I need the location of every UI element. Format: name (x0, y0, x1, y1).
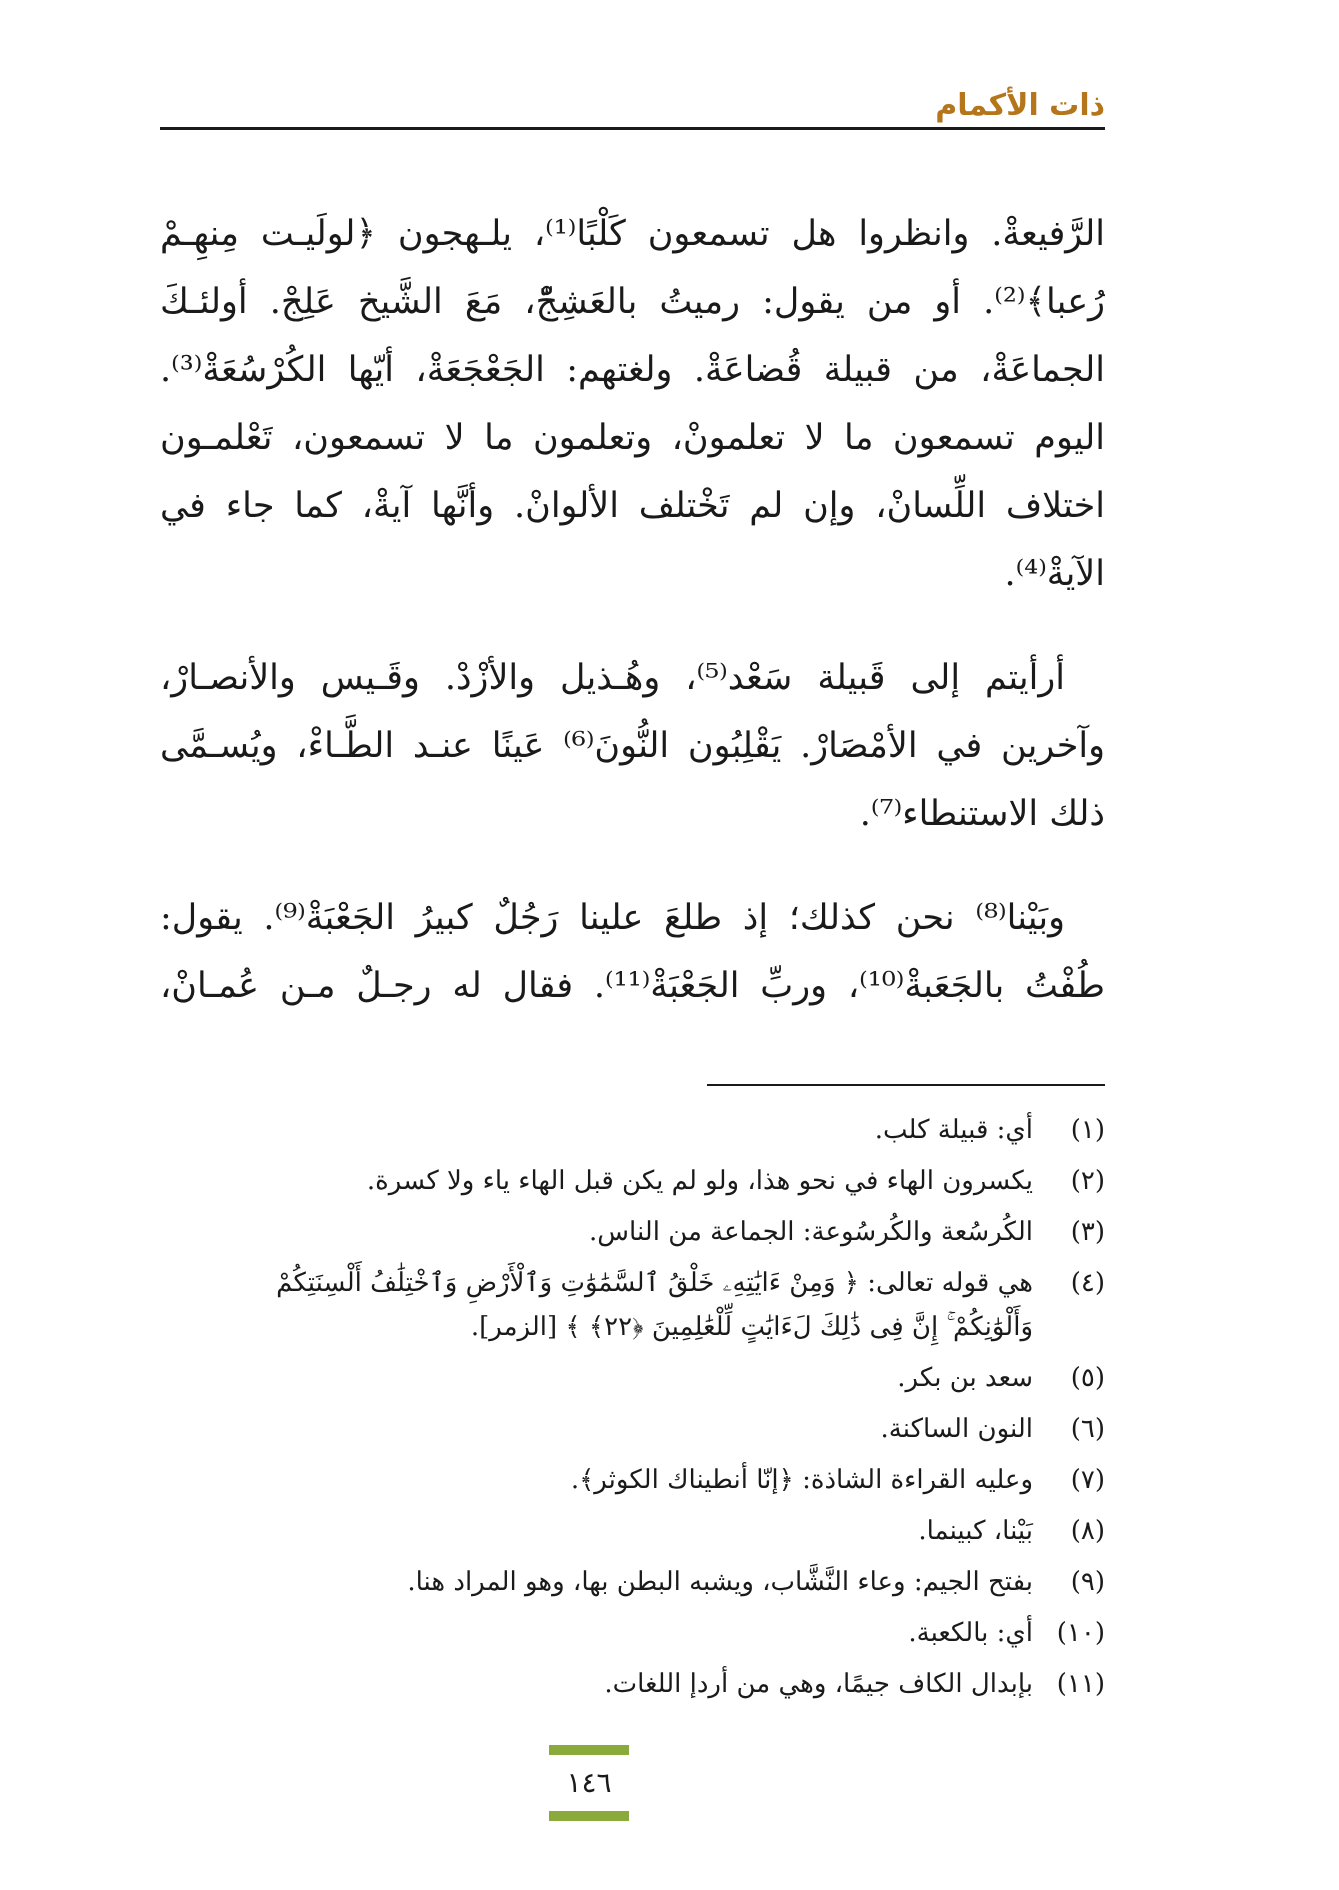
footnote-line: بإبدال الكاف جيمًا، وهي من أردإ اللغات. (604, 1669, 1033, 1699)
footnote-text (160, 1458, 1033, 1502)
paragraph-line: طُفْتُ بالجَعَبةْ⁽¹⁰⁾، وربِّ الجَعْبَةْ⁽¹¹⁾. فقال له رجـلٌ مـن عُمـانْ، (160, 966, 1105, 1006)
footnote-line: وعليه القراءة الشاذة: ﴿إنّا أنطيناك الكوثر﴾. (570, 1465, 1033, 1495)
paragraph-line: الرَّفيعةْ. وانظروا هل تسمعون كَلْبًا⁽¹⁾، يلـهجون ﴿لولَيـت مِنهِـمْ (160, 214, 1105, 254)
footnote-number: (٤) (1070, 1268, 1105, 1298)
footnote-text (160, 1108, 1033, 1152)
page-folio (549, 1745, 629, 1821)
footnote-text (160, 1662, 1033, 1706)
footnote-line: يكسرون الهاء في نحو هذا، ولو لم يكن قبل الهاء ياء ولا كسرة. (366, 1166, 1033, 1196)
footnote-item (160, 1509, 1105, 1553)
footnote-number: (٩) (1070, 1567, 1105, 1597)
page-number: ١٤٦ (566, 1766, 612, 1799)
paragraph-line: اليوم تسمعون ما لا تعلمونْ، وتعلمون ما لا تسمعون، تَعْلمـون (160, 418, 1105, 458)
book-page (160, 0, 1105, 1890)
footnote-text (160, 1611, 1033, 1655)
footnote-text (160, 1560, 1033, 1604)
footnote-separator (707, 1084, 1105, 1086)
footnote-item (160, 1210, 1105, 1254)
footnote-text (160, 1356, 1033, 1400)
footnote-line: أي: بالكعبة. (908, 1618, 1033, 1648)
running-header-title: ذات الأكمام (935, 88, 1105, 123)
footnote-line: الكُرسُعة والكُرسُوعة: الجماعة من الناس. (589, 1217, 1033, 1247)
footnote-text (160, 1509, 1033, 1553)
paragraph-line: اختلاف اللِّسانْ، وإن لم تَخْتلف الألوانْ. وأنَّها آيةْ، كما جاء في (160, 486, 1105, 526)
footnote-text (160, 1261, 1033, 1349)
footnote-item (160, 1560, 1105, 1604)
folio-bar-bottom (549, 1811, 629, 1821)
footnote-item (160, 1662, 1105, 1706)
paragraph-line: أرأيتم إلى قَبيلة سَعْد⁽⁵⁾، وهُـذيل والأزْدْ. وقَـيس والأنصـارْ، (160, 658, 1065, 698)
footnotes-list (160, 1108, 1105, 1713)
footnote-text (160, 1210, 1033, 1254)
paragraph-line: رُعبا﴾⁽²⁾. أو من يقول: رميتُ بالعَشِجّْ، مَعَ الشَّيخ عَلِجْ. أولئـكَ (160, 282, 1105, 322)
header-rule (160, 127, 1105, 130)
footnote-item (160, 1458, 1105, 1502)
footnote-line: هي قوله تعالى: ﴿ وَمِنْ ءَايَٰتِهِۦ خَلْقُ ٱلسَّمَٰوَٰتِ وَٱلْأَرْضِ وَٱخْتِلَٰفُ أَلْسِنَتِكُمْ (276, 1268, 1033, 1298)
footnote-number: (٢) (1070, 1166, 1105, 1196)
footnote-number: (٨) (1070, 1516, 1105, 1546)
paragraph-1 (160, 200, 1105, 608)
footnote-number: (٣) (1070, 1217, 1105, 1247)
footnote-number: (١٠) (1056, 1618, 1105, 1648)
footnote-number: (١) (1070, 1115, 1105, 1145)
footnote-number: (١١) (1056, 1669, 1105, 1699)
paragraph-2 (160, 644, 1105, 848)
paragraph-line: وبَيْنا⁽⁸⁾ نحن كذلك؛ إذ طلعَ علينا رَجُلٌ كبيرُ الجَعْبَةْ⁽⁹⁾. يقول: (160, 898, 1065, 938)
footnote-item (160, 1356, 1105, 1400)
footnote-line: وَأَلْوَٰنِكُمْ ۚ إِنَّ فِى ذَٰلِكَ لَءَايَٰتٍ لِّلْعَٰلِمِينَ ﴿٢٢﴾ ﴾ [الزمر]. (470, 1312, 1033, 1342)
footnote-item (160, 1159, 1105, 1203)
paragraph-3 (160, 884, 1105, 1020)
paragraph-line: وآخرين في الأمْصَارْ. يَقْلِبُون النُّونَ⁽⁶⁾ عَينًا عنـد الطَّـاءْ، ويُسـمَّى (160, 726, 1105, 766)
footnote-item (160, 1261, 1105, 1349)
footnote-item (160, 1611, 1105, 1655)
footnote-number: (٦) (1070, 1414, 1105, 1444)
footnote-item (160, 1407, 1105, 1451)
footnote-item (160, 1108, 1105, 1152)
footnote-text (160, 1407, 1033, 1451)
footnote-line: أي: قبيلة كلب. (874, 1115, 1033, 1145)
footnote-line: سعد بن بكر. (897, 1363, 1033, 1393)
footnote-line: بفتح الجيم: وعاء النَّشَّاب، ويشبه البطن بها، وهو المراد هنا. (407, 1567, 1033, 1597)
folio-bar-top (549, 1745, 629, 1755)
footnote-number: (٧) (1070, 1465, 1105, 1495)
body-text (160, 200, 1105, 1020)
paragraph-line: الآيةْ⁽⁴⁾. (1004, 554, 1105, 594)
footnote-line: بَيْنا، كبينما. (918, 1516, 1033, 1546)
paragraph-line: ذلك الاستنطاء⁽⁷⁾. (859, 794, 1105, 834)
footnote-text (160, 1159, 1033, 1203)
footnote-number: (٥) (1070, 1363, 1105, 1393)
footnote-line: النون الساكنة. (880, 1414, 1033, 1444)
paragraph-line: الجماعَةْ، من قبيلة قُضاعَةْ. ولغتهم: الجَعْجَعَةْ، أيّها الكُرْسُعَةْ⁽³⁾. (160, 350, 1105, 390)
